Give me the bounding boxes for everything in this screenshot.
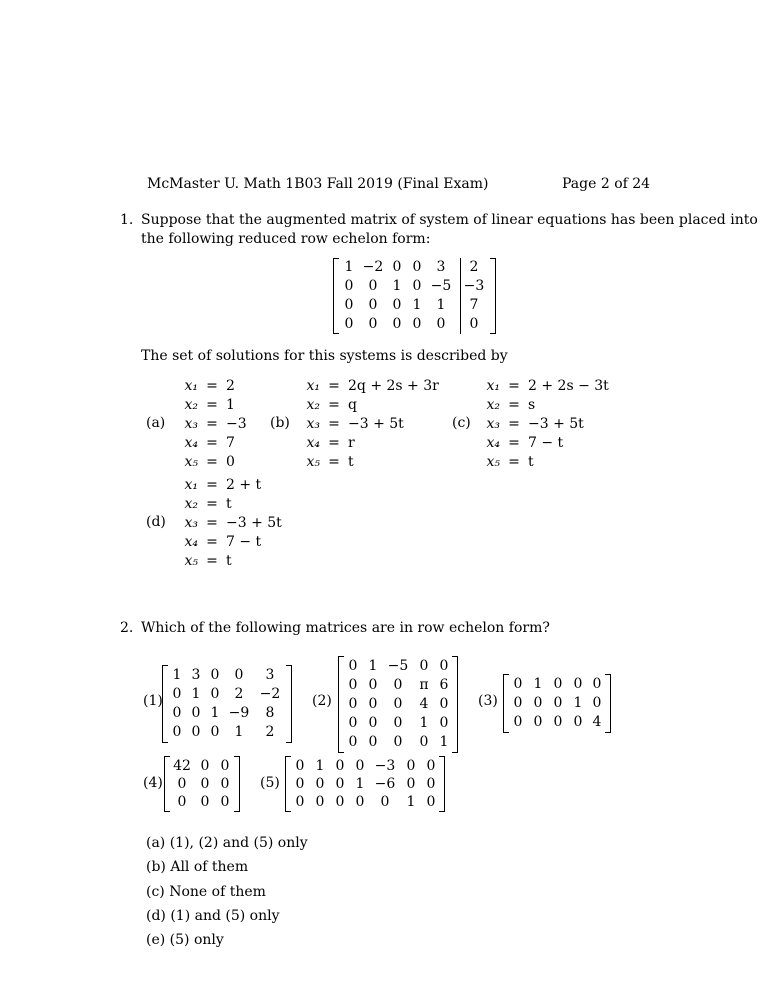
matrix-entry: 0 bbox=[419, 734, 429, 750]
matrix-entry: 0 bbox=[392, 259, 402, 275]
matrix-entry: 0 bbox=[220, 794, 230, 810]
equation-row bbox=[172, 453, 247, 472]
matrix-entry: 0 bbox=[348, 696, 358, 712]
equation-row bbox=[172, 533, 282, 552]
matrix-entry: 1 bbox=[439, 734, 449, 750]
q1-option-label: (d) bbox=[146, 514, 166, 530]
q2-answer-option: (e) (5) only bbox=[146, 932, 224, 949]
matrix-entry: 0 bbox=[335, 776, 345, 792]
equals-sign: = bbox=[206, 496, 218, 512]
matrix-entry: 0 bbox=[348, 734, 358, 750]
matrix-entry: 3 bbox=[191, 667, 201, 683]
matrix-entry: 0 bbox=[295, 794, 305, 810]
matrix-entry: 0 bbox=[426, 758, 436, 774]
matrix-entry: 0 bbox=[592, 695, 602, 711]
equation-variable: x₃ bbox=[306, 416, 320, 432]
equation-row bbox=[294, 396, 439, 415]
matrix-entry: 3 bbox=[436, 259, 446, 275]
matrix-entry: 0 bbox=[392, 316, 402, 332]
matrix-entry: −5 bbox=[387, 658, 409, 674]
matrix-entry: 1 bbox=[406, 794, 416, 810]
matrix-entry: 0 bbox=[439, 658, 449, 674]
matrix-row bbox=[290, 793, 440, 811]
equals-sign: = bbox=[206, 416, 218, 432]
matrix-entry: 0 bbox=[412, 259, 422, 275]
matrix-entry: 3 bbox=[265, 667, 275, 683]
matrix-entry: 1 bbox=[436, 297, 446, 313]
equation-value: 7 − t bbox=[226, 534, 262, 550]
header-course: McMaster U. Math 1B03 Fall 2019 (Final Exam) bbox=[147, 176, 489, 192]
q2-matrix bbox=[285, 756, 445, 812]
equation-variable: x₂ bbox=[184, 397, 198, 413]
equals-sign: = bbox=[508, 397, 520, 413]
q2-answer-option: (d) (1) and (5) only bbox=[146, 907, 280, 924]
matrix-entry: 0 bbox=[295, 758, 305, 774]
q2-matrix-table bbox=[169, 757, 235, 811]
equals-sign: = bbox=[206, 553, 218, 569]
matrix-entry: 1 bbox=[412, 297, 422, 313]
matrix-entry: 0 bbox=[368, 696, 378, 712]
equation-value: t bbox=[226, 553, 232, 569]
equals-sign: = bbox=[206, 534, 218, 550]
matrix-entry: 2 bbox=[234, 686, 244, 702]
equation-row bbox=[172, 415, 247, 434]
q2-matrix-label: (2) bbox=[312, 693, 332, 709]
equation-variable: x₁ bbox=[486, 378, 500, 394]
matrix-row bbox=[508, 694, 606, 713]
equation-variable: x₅ bbox=[184, 553, 198, 569]
matrix-entry: 0 bbox=[406, 776, 416, 792]
q2-matrix bbox=[503, 674, 611, 733]
matrix-entry: 0 bbox=[393, 715, 403, 731]
matrix-entry: 1 bbox=[573, 695, 583, 711]
matrix-entry: 0 bbox=[393, 696, 403, 712]
equation-value: 2 + 2s − 3t bbox=[528, 378, 609, 394]
matrix-row bbox=[343, 695, 453, 714]
augmented-matrix bbox=[333, 258, 496, 334]
matrix-row bbox=[169, 775, 235, 793]
matrix-entry: 0 bbox=[177, 794, 187, 810]
q2-number: 2. bbox=[120, 620, 134, 636]
q1-option-label: (c) bbox=[452, 415, 471, 431]
matrix-entry: 0 bbox=[533, 714, 543, 730]
matrix-entry: 0 bbox=[355, 794, 365, 810]
matrix-entry: 0 bbox=[355, 758, 365, 774]
equation-variable: x₄ bbox=[306, 435, 320, 451]
q2-matrix bbox=[162, 665, 292, 743]
matrix-entry: 1 bbox=[210, 705, 220, 721]
matrix-entry: 1 bbox=[419, 715, 429, 731]
equals-sign: = bbox=[508, 454, 520, 470]
matrix-entry: 0 bbox=[368, 316, 378, 332]
matrix-entry: 0 bbox=[592, 676, 602, 692]
matrix-entry: 0 bbox=[335, 758, 345, 774]
matrix-row bbox=[167, 685, 287, 704]
matrix-entry: 1 bbox=[191, 686, 201, 702]
matrix-row bbox=[339, 296, 493, 315]
matrix-entry: 0 bbox=[380, 794, 390, 810]
matrix-entry: 0 bbox=[348, 677, 358, 693]
matrix-entry: 0 bbox=[210, 667, 220, 683]
matrix-entry: 0 bbox=[344, 316, 354, 332]
equation-value: −3 + 5t bbox=[226, 515, 282, 531]
equation-row bbox=[172, 434, 247, 453]
matrix-row bbox=[343, 733, 453, 752]
equals-sign: = bbox=[328, 435, 340, 451]
matrix-entry: 0 bbox=[172, 705, 182, 721]
equation-row bbox=[294, 453, 439, 472]
equation-row bbox=[172, 514, 282, 533]
header-page-number: Page 2 of 24 bbox=[562, 176, 651, 192]
matrix-entry: 42 bbox=[173, 758, 191, 774]
equation-row bbox=[474, 434, 609, 453]
matrix-row bbox=[339, 315, 493, 334]
matrix-entry: −2 bbox=[259, 686, 281, 702]
q1-option-label: (b) bbox=[270, 415, 290, 431]
matrix-entry: 8 bbox=[265, 705, 275, 721]
equals-sign: = bbox=[508, 378, 520, 394]
equation-variable: x₂ bbox=[306, 397, 320, 413]
equation-value: 0 bbox=[226, 454, 235, 470]
equation-value: −3 bbox=[226, 416, 247, 432]
matrix-row bbox=[343, 676, 453, 695]
matrix-entry: 0 bbox=[436, 316, 446, 332]
matrix-entry: 0 bbox=[172, 686, 182, 702]
equation-row bbox=[474, 415, 609, 434]
matrix-entry: 6 bbox=[439, 677, 449, 693]
matrix-entry: 0 bbox=[513, 714, 523, 730]
matrix-entry: 0 bbox=[573, 714, 583, 730]
equation-variable: x₃ bbox=[184, 416, 198, 432]
matrix-entry: 0 bbox=[344, 297, 354, 313]
equals-sign: = bbox=[328, 397, 340, 413]
equation-row bbox=[172, 552, 282, 571]
q2-matrix-table bbox=[508, 675, 606, 732]
equation-row bbox=[294, 415, 439, 434]
matrix-entry: 0 bbox=[220, 758, 230, 774]
matrix-entry: 0 bbox=[553, 676, 563, 692]
matrix-entry: 0 bbox=[348, 715, 358, 731]
equals-sign: = bbox=[328, 454, 340, 470]
equation-row bbox=[172, 476, 282, 495]
q1-option-system bbox=[172, 377, 247, 472]
matrix-entry: 0 bbox=[172, 724, 182, 740]
q1-text-line1: Suppose that the augmented matrix of system of linear equations has been placed into bbox=[141, 212, 758, 228]
equation-value: −3 + 5t bbox=[348, 416, 404, 432]
matrix-entry: 0 bbox=[513, 676, 523, 692]
equation-variable: x₄ bbox=[486, 435, 500, 451]
matrix-entry: 0 bbox=[553, 714, 563, 730]
matrix-row bbox=[290, 757, 440, 775]
matrix-entry: 0 bbox=[406, 758, 416, 774]
matrix-entry: 0 bbox=[368, 734, 378, 750]
matrix-entry: 0 bbox=[368, 278, 378, 294]
equation-variable: x₂ bbox=[486, 397, 500, 413]
matrix-entry: 4 bbox=[419, 696, 429, 712]
equation-row bbox=[294, 434, 439, 453]
matrix-row bbox=[290, 775, 440, 793]
matrix-row bbox=[167, 723, 287, 742]
q2-matrix-table bbox=[167, 666, 287, 742]
q2-matrix-label: (5) bbox=[260, 775, 280, 791]
equation-row bbox=[474, 377, 609, 396]
matrix-entry: −3 bbox=[463, 278, 485, 294]
matrix-row bbox=[167, 704, 287, 723]
matrix-entry: 0 bbox=[335, 794, 345, 810]
matrix-entry: 1 bbox=[172, 667, 182, 683]
matrix-entry: 0 bbox=[439, 696, 449, 712]
equation-row bbox=[474, 453, 609, 472]
equation-row bbox=[172, 495, 282, 514]
matrix-entry: 0 bbox=[368, 297, 378, 313]
equation-variable: x₁ bbox=[184, 378, 198, 394]
equation-value: t bbox=[226, 496, 232, 512]
equals-sign: = bbox=[508, 435, 520, 451]
matrix-row bbox=[343, 657, 453, 676]
equation-value: 7 − t bbox=[528, 435, 564, 451]
matrix-entry: π bbox=[419, 677, 429, 693]
q1-option-system bbox=[294, 377, 439, 472]
q2-answer-option: (a) (1), (2) and (5) only bbox=[146, 835, 308, 851]
equation-variable: x₁ bbox=[184, 477, 198, 493]
equation-variable: x₅ bbox=[306, 454, 320, 470]
matrix-entry: 1 bbox=[368, 658, 378, 674]
equation-row bbox=[172, 396, 247, 415]
q2-matrix bbox=[164, 756, 240, 812]
q2-matrix-table bbox=[343, 657, 453, 752]
matrix-entry: 0 bbox=[220, 776, 230, 792]
matrix-entry: −3 bbox=[374, 758, 396, 774]
equation-variable: x₃ bbox=[184, 515, 198, 531]
matrix-entry: 0 bbox=[348, 658, 358, 674]
equation-value: 2q + 2s + 3r bbox=[348, 378, 439, 394]
matrix-entry: 0 bbox=[210, 724, 220, 740]
matrix-entry: 0 bbox=[177, 776, 187, 792]
matrix-row bbox=[343, 714, 453, 733]
equation-row bbox=[172, 377, 247, 396]
matrix-entry: 1 bbox=[533, 676, 543, 692]
q2-matrix-label: (1) bbox=[143, 693, 163, 709]
matrix-row bbox=[339, 258, 493, 277]
matrix-entry: 0 bbox=[426, 776, 436, 792]
matrix-entry: 0 bbox=[412, 278, 422, 294]
matrix-row bbox=[169, 793, 235, 811]
matrix-entry: 0 bbox=[368, 715, 378, 731]
equation-value: 7 bbox=[226, 435, 235, 451]
equals-sign: = bbox=[206, 477, 218, 493]
equation-value: 2 bbox=[226, 378, 235, 394]
q1-option-label: (a) bbox=[146, 415, 166, 431]
matrix-entry: 0 bbox=[392, 297, 402, 313]
matrix-entry: −5 bbox=[430, 278, 452, 294]
equals-sign: = bbox=[328, 378, 340, 394]
equation-value: t bbox=[528, 454, 534, 470]
equals-sign: = bbox=[206, 435, 218, 451]
matrix-row bbox=[508, 713, 606, 732]
matrix-row bbox=[167, 666, 287, 685]
equation-value: r bbox=[348, 435, 355, 451]
equation-value: t bbox=[348, 454, 354, 470]
matrix-entry: 0 bbox=[191, 724, 201, 740]
equation-variable: x₂ bbox=[184, 496, 198, 512]
matrix-entry: 0 bbox=[419, 658, 429, 674]
equation-value: q bbox=[348, 397, 357, 413]
equation-variable: x₄ bbox=[184, 534, 198, 550]
equation-value: 1 bbox=[226, 397, 235, 413]
q1-option-system bbox=[474, 377, 609, 472]
q2-answer-option: (c) None of them bbox=[146, 883, 266, 900]
equation-value: −3 + 5t bbox=[528, 416, 584, 432]
matrix-entry: 0 bbox=[315, 776, 325, 792]
equals-sign: = bbox=[206, 397, 218, 413]
matrix-row bbox=[508, 675, 606, 694]
equation-variable: x₃ bbox=[486, 416, 500, 432]
matrix-entry: 2 bbox=[265, 724, 275, 740]
matrix-entry: 0 bbox=[315, 794, 325, 810]
equation-variable: x₅ bbox=[184, 454, 198, 470]
matrix-entry: 0 bbox=[469, 316, 479, 332]
matrix-entry: −6 bbox=[374, 776, 396, 792]
matrix-row bbox=[339, 277, 493, 296]
matrix-entry: 0 bbox=[191, 705, 201, 721]
matrix-row bbox=[169, 757, 235, 775]
q1-text-line2: the following reduced row echelon form: bbox=[141, 231, 431, 247]
equals-sign: = bbox=[508, 416, 520, 432]
matrix-entry: 0 bbox=[513, 695, 523, 711]
q2-answer-option: (b) All of them bbox=[146, 859, 249, 876]
equation-row bbox=[294, 377, 439, 396]
equals-sign: = bbox=[206, 454, 218, 470]
matrix-entry: −2 bbox=[362, 259, 384, 275]
matrix-entry: 0 bbox=[533, 695, 543, 711]
equation-value: 2 + t bbox=[226, 477, 262, 493]
matrix-entry: −9 bbox=[228, 705, 250, 721]
matrix-entry: 0 bbox=[234, 667, 244, 683]
matrix-entry: 0 bbox=[553, 695, 563, 711]
matrix-entry: 0 bbox=[295, 776, 305, 792]
matrix-entry: 0 bbox=[200, 758, 210, 774]
matrix-entry: 1 bbox=[344, 259, 354, 275]
matrix-entry: 2 bbox=[469, 259, 479, 275]
matrix-entry: 7 bbox=[469, 297, 479, 313]
q2-matrix-table bbox=[290, 757, 440, 811]
equation-row bbox=[474, 396, 609, 415]
matrix-entry: 1 bbox=[355, 776, 365, 792]
q2-matrix-label: (4) bbox=[143, 775, 163, 791]
equation-value: s bbox=[528, 397, 536, 413]
matrix-entry: 1 bbox=[392, 278, 402, 294]
equals-sign: = bbox=[206, 378, 218, 394]
matrix-entry: 0 bbox=[573, 676, 583, 692]
matrix-entry: 0 bbox=[200, 776, 210, 792]
equation-variable: x₄ bbox=[184, 435, 198, 451]
matrix-entry: 0 bbox=[368, 677, 378, 693]
matrix-entry: 0 bbox=[200, 794, 210, 810]
equals-sign: = bbox=[206, 515, 218, 531]
q1-number: 1. bbox=[120, 212, 134, 228]
matrix-entry: 1 bbox=[234, 724, 244, 740]
q1-option-system bbox=[172, 476, 282, 571]
matrix-entry: 0 bbox=[412, 316, 422, 332]
matrix-entry: 0 bbox=[439, 715, 449, 731]
matrix-entry: 0 bbox=[344, 278, 354, 294]
matrix-entry: 0 bbox=[210, 686, 220, 702]
matrix-entry: 0 bbox=[393, 734, 403, 750]
matrix-entry: 0 bbox=[393, 677, 403, 693]
equals-sign: = bbox=[328, 416, 340, 432]
matrix-entry: 0 bbox=[426, 794, 436, 810]
q1-solution-intro: The set of solutions for this systems is described by bbox=[141, 348, 508, 364]
q2-text: Which of the following matrices are in row echelon form? bbox=[141, 620, 550, 636]
augmented-matrix-table bbox=[339, 258, 493, 334]
q2-matrix-label: (3) bbox=[478, 693, 498, 709]
q2-matrix bbox=[338, 656, 458, 753]
equation-variable: x₅ bbox=[486, 454, 500, 470]
matrix-entry: 1 bbox=[315, 758, 325, 774]
matrix-entry: 4 bbox=[592, 714, 602, 730]
equation-variable: x₁ bbox=[306, 378, 320, 394]
